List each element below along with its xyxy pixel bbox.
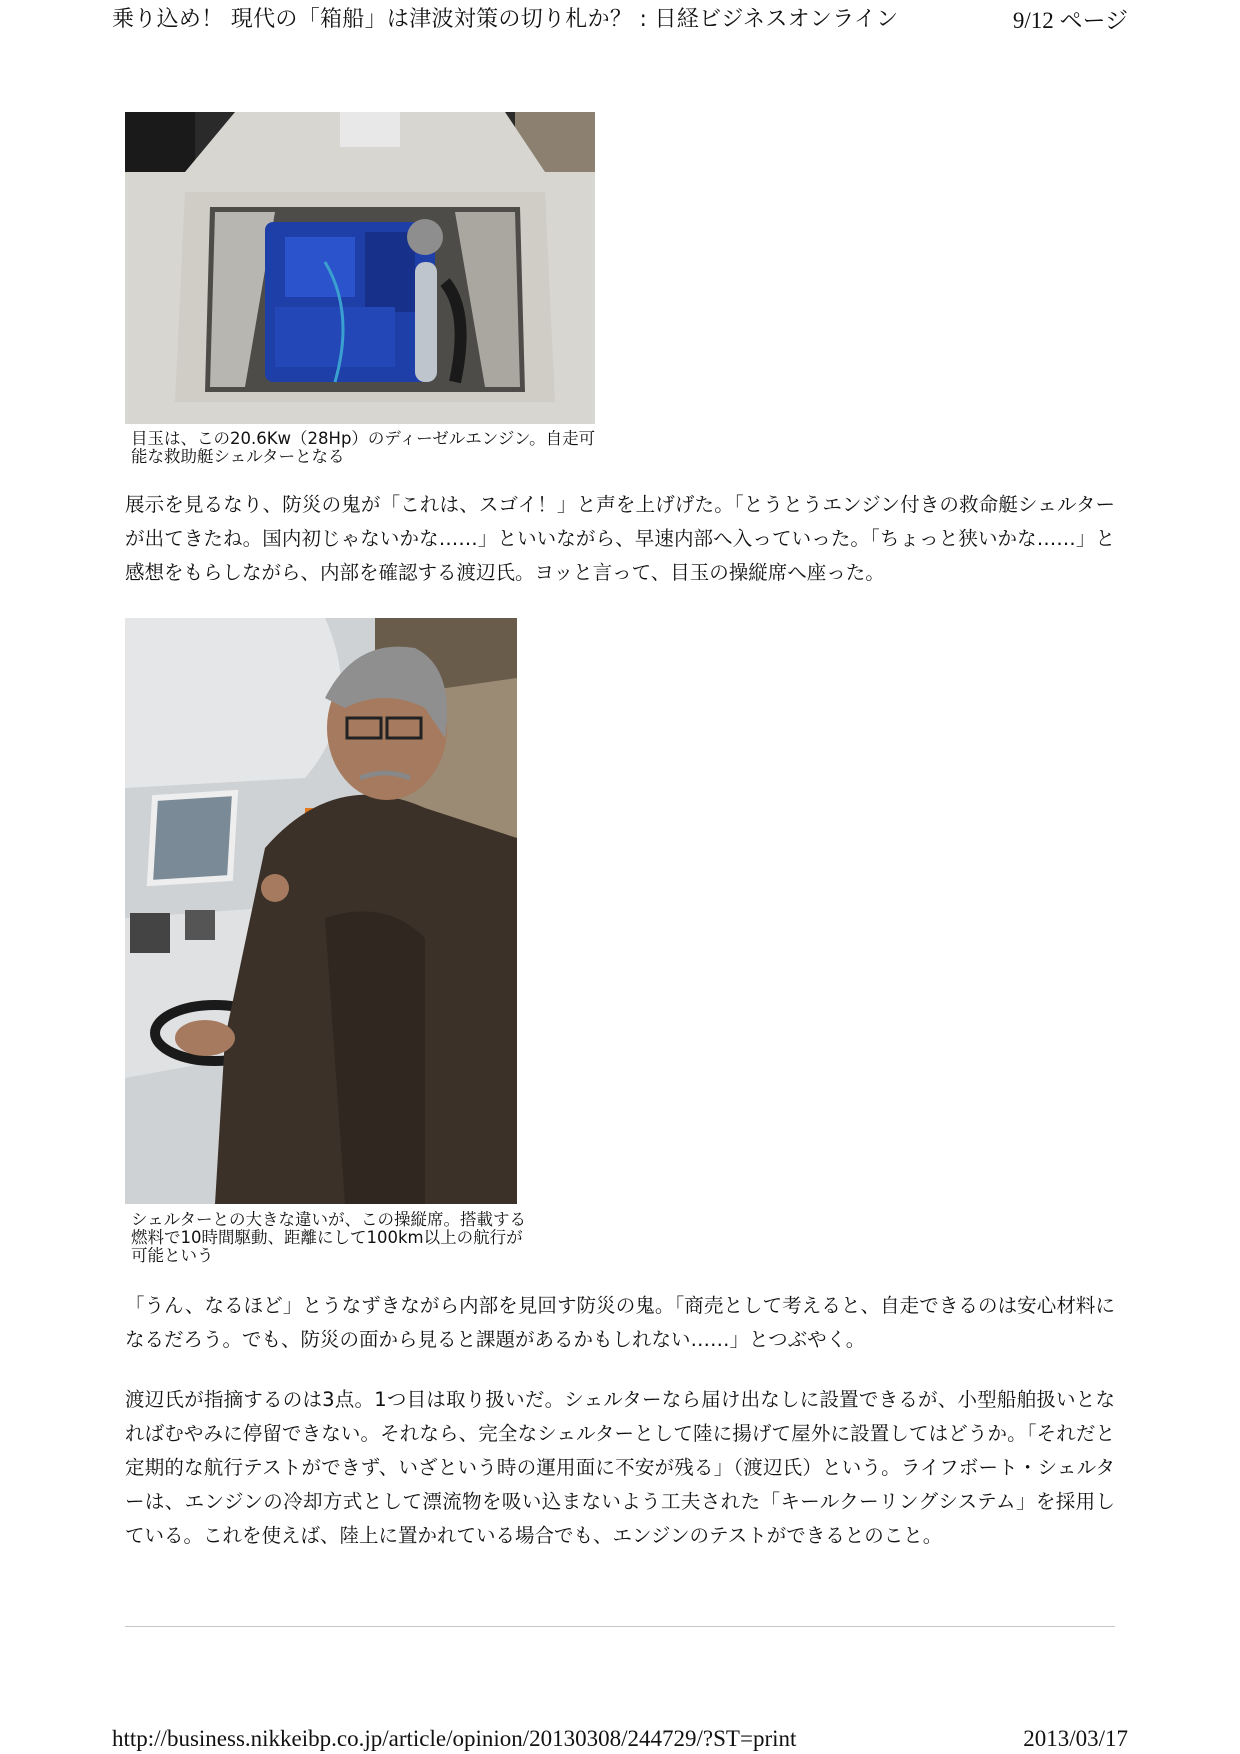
page-number: 9/12 ページ [1012, 8, 1128, 33]
figure-caption: 目玉は、この20.6Kw（28Hp）のディーゼルエンジン。自走可能な救助艇シェルターとなる [131, 429, 596, 466]
article-paragraph: 渡辺氏が指摘するのは3点。1つ目は取り扱いだ。シェルターなら届け出なしに設置できるが、小型船舶扱いとなればむやみに停留できない。それなら、完全なシェルターとして陸に揚げて屋外に設置してはどうか。「それだと定期的な航行テストができず、いざという時の運用面に不安が残る」（渡辺氏）という。ライフボート・シェルターは、エンジンの冷却方式として漂流物を吸い込まないよう工夫された「キールクーリングシステム」を採用している。これを使えば、陸上に置かれている場合でも、エンジンのテストができるとのこと。 [125, 1388, 1115, 1547]
article-paragraph: 展示を見るなり、防災の鬼が「これは、スゴイ！」と声を上げげた。「とうとうエンジン付きの救命艇シェルターが出てきたね。国内初じゃないかな……」といいながら、早速内部へ入っていった。「ちょっと狭いかな……」と感想をもらしながら、内部を確認する渡辺氏。ヨッと言って、目玉の操縦席へ座った。 [125, 493, 1115, 584]
cockpit-photo-icon [125, 618, 517, 1204]
print-date: 2013/03/17 [1023, 1726, 1128, 1751]
divider [125, 1626, 1115, 1627]
article-title: 乗り込め！ 現代の「箱船」は津波対策の切り札か？ : 日経ビジネスオンライン [112, 7, 899, 32]
figure-caption: シェルターとの大きな違いが、この操縦席。搭載する燃料で10時間駆動、距離にして100km以上の航行が可能という [131, 1210, 527, 1265]
engine-photo-icon [125, 112, 595, 424]
article-paragraph: 「うん、なるほど」とうなずきながら内部を見回す防災の鬼。「商売として考えると、自走できるのは安心材料になるだろう。でも、防災の面から見ると課題があるかもしれない……」とつぶやく。 [125, 1294, 1115, 1351]
page-url: http://business.nikkeibp.co.jp/article/opinion/20130308/244729/?ST=print [112, 1726, 797, 1751]
